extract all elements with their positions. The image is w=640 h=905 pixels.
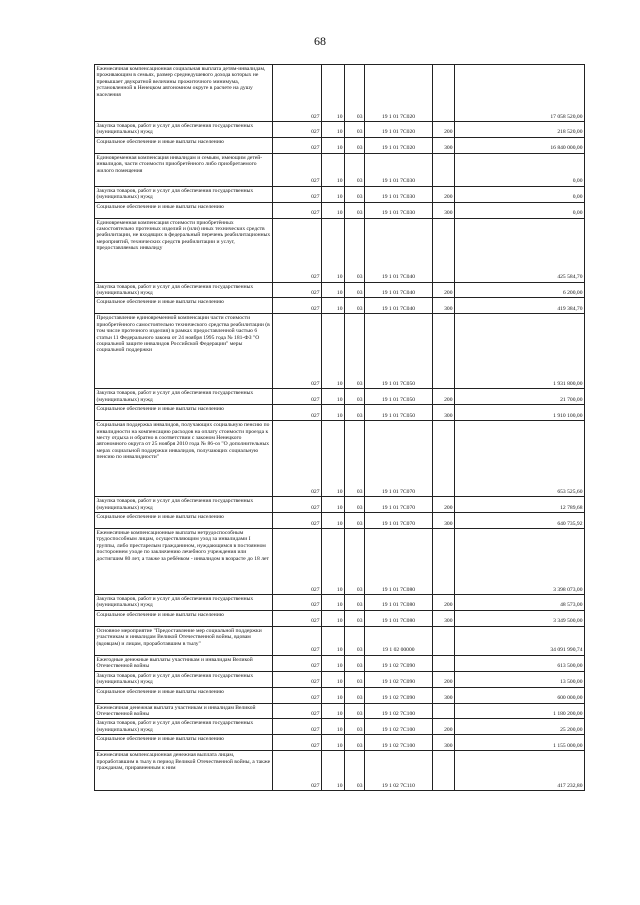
row-ministry-code: 027 [273,314,322,389]
row-expense-type: 200 [433,122,455,138]
row-amount: 1 931 800,00 [455,314,585,389]
row-ministry-code: 027 [273,218,322,282]
row-name [95,314,273,389]
row-amount: 3 398 073,00 [455,529,585,595]
row-target-article: 19 1 01 7С040 [365,282,433,298]
row-name-text: Закупка товаров, работ и услуг для обеспечения государственных (муниципальных) нужд [96,596,254,609]
table-row [95,122,585,138]
row-amount: 417 232,80 [455,751,585,791]
row-subsection-code: 03 [345,671,365,687]
row-name [95,497,273,513]
table-row [95,298,585,314]
row-name-text: Закупка товаров, работ и услуг для обеспечения государственных (муниципальных) нужд [96,187,254,201]
row-subsection-code: 03 [345,153,365,186]
row-subsection-code: 03 [345,497,365,513]
row-name-text: Закупка товаров, работ и услуг для обеспечения государственных (муниципальных) нужд [96,720,254,733]
row-subsection-code: 03 [345,218,365,282]
row-amount: 425 584,70 [455,218,585,282]
row-name [95,719,273,735]
row-name [95,513,273,529]
table-row [95,497,585,513]
row-section-code: 10 [322,421,345,497]
row-name-text: Ежемесячные компенсационные выплаты нетрудоспособным трудоспособным лицам, осуществляющим уход за инвалидами I группы, либо престарелым гражданином, нуждающимся в постоянном постороннем уходе по заключению лечебного учреждения или достигшим 80 лет, а также за ребёнком - инвалидом в возрасте до 18 лет [96,530,269,562]
row-name-text: Социальная поддержка инвалидов, получающих социальную пенсию по инвалидности на компенсацию расходов на оплату стоимости проезда к месту отдыха и обратно в соответствии с законом Ненецкого автономного округа от 25 ноября 2010 года № 86-оз "О дополнительных мерах социальной поддержки инвалидов, получающих социальную пенсию по инвалидности" [96,422,270,461]
row-target-article: 19 1 01 7С030 [365,202,433,218]
row-target-article: 19 1 01 7С070 [365,421,433,497]
row-name-text: Единовременная компенсация стоимости приобретённых самостоятельно протезных изделий и (или) иных технических средств реабилитации, не входящих в федеральный перечень реабилитационных мероприятий, технических средств реабилитации и услуг, предоставляемых инвалиду [96,219,271,252]
row-target-article: 19 1 01 7С050 [365,405,433,421]
row-name-text: Социальное обеспечение и иные выплаты населению [96,203,224,210]
row-amount: 600 000,00 [455,687,585,703]
row-expense-type [433,529,455,595]
row-amount: 1 155 000,00 [455,735,585,751]
row-target-article: 19 1 01 7С020 [365,137,433,153]
row-section-code: 10 [322,595,345,611]
row-amount: 613 500,00 [455,655,585,671]
row-amount: 653 525,60 [455,421,585,497]
row-name-text: Социальное обеспечение и иные выплаты населению [96,736,224,743]
row-amount: 218 520,00 [455,122,585,138]
row-ministry-code: 027 [273,497,322,513]
table-row [95,65,585,122]
row-section-code: 10 [322,719,345,735]
row-name-text: Социальное обеспечение и иные выплаты населению [96,611,224,618]
row-amount: 419 384,70 [455,298,585,314]
row-name-text: Закупка товаров, работ и услуг для обеспечения государственных (муниципальных) нужд [96,283,254,297]
row-ministry-code: 027 [273,122,322,138]
row-name-text: Ежемесячная компенсационная денежная выплата лицам, проработавшим в тылу в период Великой Отечественной войны, а также гражданам, приравненным к ним [96,752,271,771]
row-name-text: Социальное обеспечение и иные выплаты населению [96,406,224,413]
row-target-article: 19 1 02 7С100 [365,735,433,751]
row-ministry-code: 027 [273,65,322,122]
row-name [95,421,273,497]
row-name [95,282,273,298]
row-section-code: 10 [322,626,345,655]
row-amount: 6 200,00 [455,282,585,298]
row-name-text: Закупка товаров, работ и услуг для обеспечения государственных (муниципальных) нужд [96,498,254,511]
table-row [95,735,585,751]
row-ministry-code: 027 [273,298,322,314]
page-number: 68 [314,34,326,48]
table-row [95,218,585,282]
row-section-code: 10 [322,529,345,595]
row-name [95,735,273,751]
row-expense-type [433,314,455,389]
row-section-code: 10 [322,122,345,138]
row-ministry-code: 027 [273,421,322,497]
row-ministry-code: 027 [273,137,322,153]
row-ministry-code: 027 [273,735,322,751]
table-row [95,671,585,687]
row-name [95,65,273,122]
row-target-article: 19 1 01 7С070 [365,513,433,529]
table-row [95,421,585,497]
row-ministry-code: 027 [273,595,322,611]
row-expense-type: 300 [433,202,455,218]
row-subsection-code: 03 [345,529,365,595]
row-target-article: 19 1 01 7С030 [365,186,433,202]
row-section-code: 10 [322,735,345,751]
row-name [95,703,273,719]
row-ministry-code: 027 [273,202,322,218]
row-ministry-code: 027 [273,751,322,791]
row-name [95,610,273,626]
table-row [95,389,585,405]
table-body [95,65,585,791]
row-target-article: 19 1 02 7С090 [365,671,433,687]
row-amount: 17 058 520,00 [455,65,585,122]
row-ministry-code: 027 [273,719,322,735]
row-subsection-code: 03 [345,298,365,314]
row-target-article: 19 1 01 7С040 [365,298,433,314]
row-section-code: 10 [322,153,345,186]
row-ministry-code: 027 [273,153,322,186]
row-subsection-code: 03 [345,626,365,655]
table-row [95,202,585,218]
table-row [95,595,585,611]
row-name [95,122,273,138]
row-expense-type: 300 [433,137,455,153]
row-ministry-code: 027 [273,389,322,405]
row-subsection-code: 03 [345,751,365,791]
row-expense-type: 200 [433,595,455,611]
row-subsection-code: 03 [345,655,365,671]
row-amount: 25 200,00 [455,719,585,735]
row-subsection-code: 03 [345,405,365,421]
row-expense-type [433,218,455,282]
row-name-text: Ежегодные денежные выплаты участникам и инвалидам Великой Отечественной войны [96,656,253,670]
row-name-text: Ежемесячная денежная выплата участникам и инвалидам Великой Отечественной войны [96,704,256,717]
table-row [95,282,585,298]
table-row [95,405,585,421]
table-row [95,626,585,655]
row-amount: 0,00 [455,153,585,186]
row-section-code: 10 [322,687,345,703]
row-section-code: 10 [322,282,345,298]
row-section-code: 10 [322,671,345,687]
table-row [95,610,585,626]
row-subsection-code: 03 [345,202,365,218]
row-expense-type: 300 [433,610,455,626]
row-name [95,751,273,791]
row-subsection-code: 03 [345,282,365,298]
row-subsection-code: 03 [345,719,365,735]
row-target-article: 19 1 01 7С050 [365,389,433,405]
row-name-text: Единовременная компенсация инвалидам и семьям, имеющим детей-инвалидов, части стоимости приобретённого либо приобретаемого жилого помещения [96,154,263,174]
row-name [95,389,273,405]
row-subsection-code: 03 [345,421,365,497]
row-section-code: 10 [322,65,345,122]
row-expense-type: 200 [433,497,455,513]
row-subsection-code: 03 [345,735,365,751]
row-name-text: Социальное обеспечение и иные выплаты населению [96,138,224,145]
row-name-text: Ежемесячная компенсационная социальная выплата детям-инвалидам, проживающим в семьях, размер среднедушевого дохода которых не превышает двукратной величины прожиточного минимума, установленной в Ненецком автономном округе в расчете на душу населения [96,66,266,98]
row-subsection-code: 03 [345,513,365,529]
row-subsection-code: 03 [345,65,365,122]
row-target-article: 19 1 02 7С090 [365,655,433,671]
row-target-article: 19 1 02 7С100 [365,703,433,719]
row-name [95,153,273,186]
table-row [95,314,585,389]
row-expense-type: 300 [433,298,455,314]
row-name [95,687,273,703]
row-section-code: 10 [322,218,345,282]
row-name [95,405,273,421]
row-expense-type: 200 [433,719,455,735]
row-name [95,595,273,611]
row-target-article: 19 1 01 7С070 [365,497,433,513]
row-amount: 640 735,92 [455,513,585,529]
row-amount: 3 349 500,00 [455,610,585,626]
row-ministry-code: 027 [273,513,322,529]
row-target-article: 19 1 02 7С110 [365,751,433,791]
row-target-article: 19 1 01 7С050 [365,314,433,389]
row-subsection-code: 03 [345,610,365,626]
row-expense-type: 300 [433,687,455,703]
row-amount: 21 700,00 [455,389,585,405]
row-ministry-code: 027 [273,610,322,626]
row-target-article: 19 1 02 7С100 [365,719,433,735]
row-ministry-code: 027 [273,671,322,687]
row-amount: 34 091 990,74 [455,626,585,655]
row-expense-type: 300 [433,405,455,421]
row-subsection-code: 03 [345,703,365,719]
row-name [95,137,273,153]
row-name [95,655,273,671]
row-name [95,202,273,218]
row-ministry-code: 027 [273,626,322,655]
row-ministry-code: 027 [273,282,322,298]
table-row [95,153,585,186]
row-ministry-code: 027 [273,186,322,202]
row-name [95,671,273,687]
row-section-code: 10 [322,513,345,529]
table-row [95,529,585,595]
row-name-text: Закупка товаров, работ и услуг для обеспечения государственных (муниципальных) нужд [96,390,254,403]
row-amount: 0,00 [455,202,585,218]
row-subsection-code: 03 [345,687,365,703]
row-name-text: Закупка товаров, работ и услуг для обеспечения государственных (муниципальных) нужд [96,123,254,136]
row-section-code: 10 [322,202,345,218]
row-section-code: 10 [322,389,345,405]
row-expense-type [433,153,455,186]
row-amount: 1 910 100,00 [455,405,585,421]
row-amount: 16 840 000,00 [455,137,585,153]
row-subsection-code: 03 [345,389,365,405]
row-target-article: 19 1 01 7С080 [365,610,433,626]
row-section-code: 10 [322,314,345,389]
row-section-code: 10 [322,137,345,153]
row-expense-type [433,703,455,719]
row-section-code: 10 [322,655,345,671]
row-expense-type: 300 [433,735,455,751]
table-row [95,186,585,202]
row-expense-type [433,751,455,791]
budget-table [94,64,585,791]
row-amount: 1 180 200,00 [455,703,585,719]
row-section-code: 10 [322,405,345,421]
row-target-article: 19 1 01 7С080 [365,529,433,595]
row-expense-type [433,655,455,671]
row-target-article: 19 1 02 7С090 [365,687,433,703]
row-expense-type: 200 [433,186,455,202]
row-section-code: 10 [322,703,345,719]
table-row [95,687,585,703]
row-ministry-code: 027 [273,405,322,421]
row-section-code: 10 [322,186,345,202]
row-name-text: Социальное обеспечение и иные выплаты населению [96,299,224,306]
row-target-article: 19 1 02 00000 [365,626,433,655]
table-row [95,513,585,529]
row-name [95,298,273,314]
row-section-code: 10 [322,610,345,626]
row-name-text: Социальное обеспечение и иные выплаты населению [96,514,224,521]
row-name [95,186,273,202]
row-expense-type [433,421,455,497]
row-target-article: 19 1 01 7С040 [365,218,433,282]
row-amount: 0,00 [455,186,585,202]
row-name [95,626,273,655]
row-name-text: Основное мероприятие "Предоставление мер социальной поддержки участникам и инвалидам Великой Отечественной войны, вдовам (вдовцам) и лицам, проработавшим в тылу" [96,627,262,647]
row-target-article: 19 1 01 7С020 [365,122,433,138]
row-subsection-code: 03 [345,122,365,138]
row-subsection-code: 03 [345,314,365,389]
row-target-article: 19 1 01 7С030 [365,153,433,186]
table-row [95,137,585,153]
table-row [95,751,585,791]
row-target-article: 19 1 01 7С080 [365,595,433,611]
row-ministry-code: 027 [273,655,322,671]
row-expense-type: 200 [433,389,455,405]
table-row [95,655,585,671]
row-name-text: Социальное обеспечение и иные выплаты населению [96,688,224,695]
table-row [95,703,585,719]
row-target-article: 19 1 01 7С020 [365,65,433,122]
row-expense-type: 200 [433,671,455,687]
row-section-code: 10 [322,298,345,314]
row-subsection-code: 03 [345,595,365,611]
row-ministry-code: 027 [273,703,322,719]
row-name [95,218,273,282]
row-section-code: 10 [322,751,345,791]
row-ministry-code: 027 [273,529,322,595]
row-expense-type [433,65,455,122]
table-row [95,719,585,735]
row-name-text: Закупка товаров, работ и услуг для обеспечения государственных (муниципальных) нужд [96,672,254,686]
row-name-text: Предоставление единовременной компенсации части стоимости приобретённого самостоятельно технического средства реабилитации (в том числе протезного изделия) в рамках предоставленной частью 6 статьи 11 Федерального закона от 24 ноября 1995 года № 181-ФЗ "О социальной защите инвалидов Российской Федерации" меры социальной поддержки [96,315,270,354]
row-ministry-code: 027 [273,687,322,703]
row-section-code: 10 [322,497,345,513]
row-amount: 12 789,68 [455,497,585,513]
row-subsection-code: 03 [345,137,365,153]
row-expense-type: 300 [433,513,455,529]
row-expense-type: 200 [433,282,455,298]
row-amount: 13 500,00 [455,671,585,687]
row-name [95,529,273,595]
row-expense-type [433,626,455,655]
row-subsection-code: 03 [345,186,365,202]
row-amount: 48 573,00 [455,595,585,611]
